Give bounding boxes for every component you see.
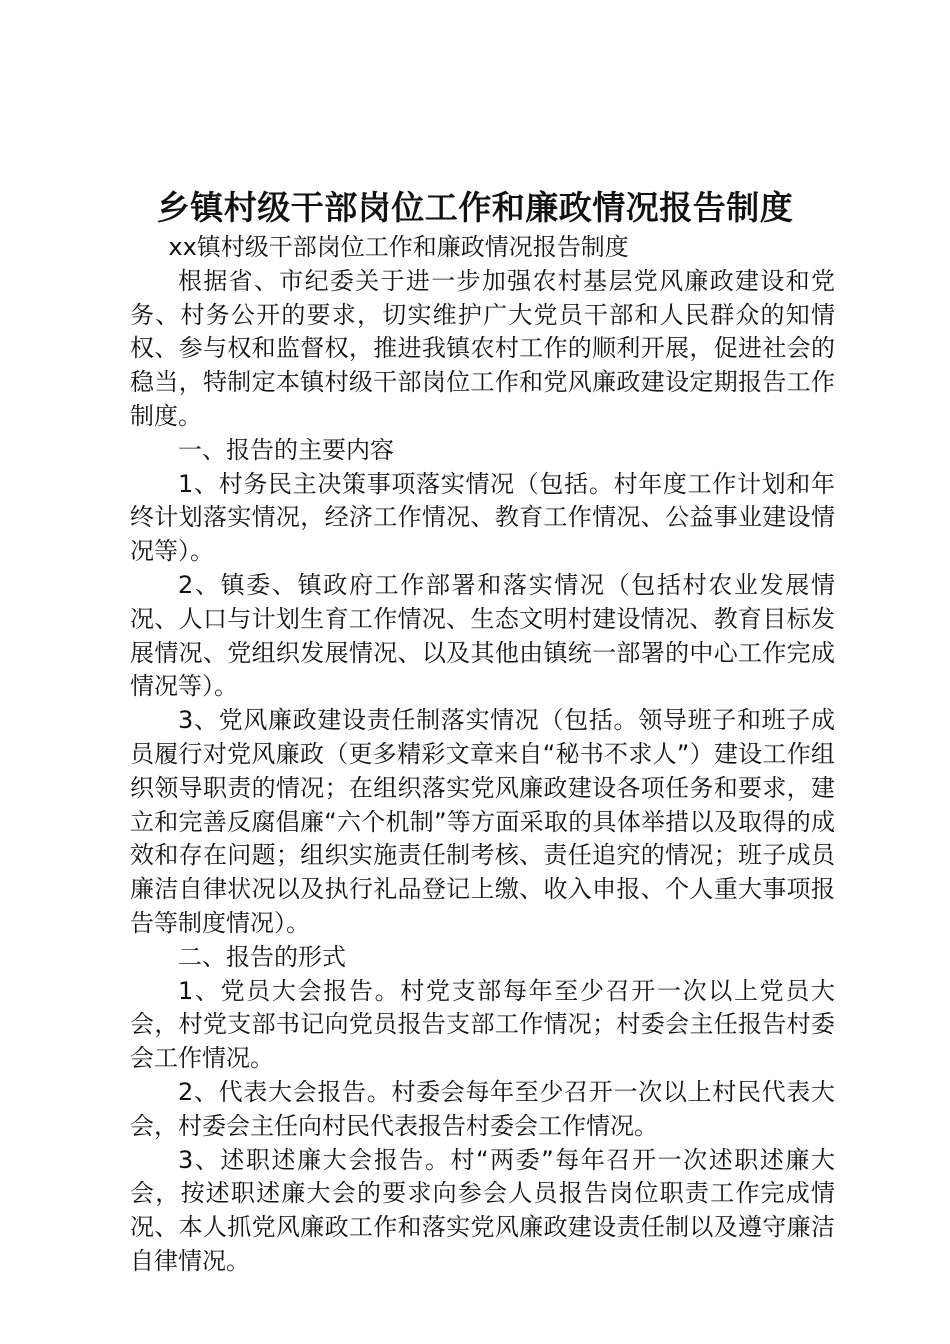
intro-paragraph: 根据省、市纪委关于进一步加强农村基层党风廉政建设和党务、村务公开的要求，切实维护广大党员干部和人民群众的知情权、参与权和监督权，推进我镇农村工作的顺利开展，促进社会的稳当，特制定本镇村级干部岗位工作和党风廉政建设定期报告工作制度。 (130, 266, 835, 430)
content-item-3: 3、党风廉政建设责任制落实情况（包括。领导班子和班子成员履行对党风廉政（更多精彩文章来自“秘书不求人”）建设工作组织领导职责的情况；在组织落实党风廉政建设各项任务和要求，建立和完善反腐倡廉“六个机制”等方面采取的具体举措以及取得的成效和存在问题；组织实施责任制考核、责任追究的情况；班子成员廉洁自律状况以及执行礼品登记上缴、收入申报、个人重大事项报告等制度情况）。 (130, 706, 835, 937)
form-item-1: 1、党员大会报告。村党支部每年至少召开一次以上党员大会，村党支部书记向党员报告支部工作情况；村委会主任报告村委会工作情况。 (130, 976, 835, 1073)
form-item-3: 3、述职述廉大会报告。村“两委”每年召开一次述职述廉大会，按述职述廉大会的要求向参会人员报告岗位职责工作完成情况、本人抓党风廉政工作和落实党风廉政建设责任制以及遵守廉洁自律情况。 (130, 1145, 835, 1275)
document-body (130, 231, 835, 1279)
document-title: 乡镇村级干部岗位工作和廉政情况报告制度 (156, 188, 794, 227)
content-item-1: 1、村务民主决策事项落实情况（包括。村年度工作计划和年终计划落实情况，经济工作情况、教育工作情况、公益事业建设情况等）。 (130, 469, 835, 566)
content-item-2: 2、镇委、镇政府工作部署和落实情况（包括村农业发展情况、人口与计划生育工作情况、生态文明村建设情况、教育目标发展情况、党组织发展情况、以及其他由镇统一部署的中心工作完成情况等）。 (130, 570, 835, 701)
document-subtitle-paragraph: xx镇村级干部岗位工作和廉政情况报告制度 (168, 233, 629, 261)
form-item-2: 2、代表大会报告。村委会每年至少召开一次以上村民代表大会，村委会主任向村民代表报告村委会工作情况。 (130, 1077, 835, 1140)
section-heading-form: 二、报告的形式 (178, 942, 346, 971)
section-heading-content: 一、报告的主要内容 (178, 435, 394, 464)
